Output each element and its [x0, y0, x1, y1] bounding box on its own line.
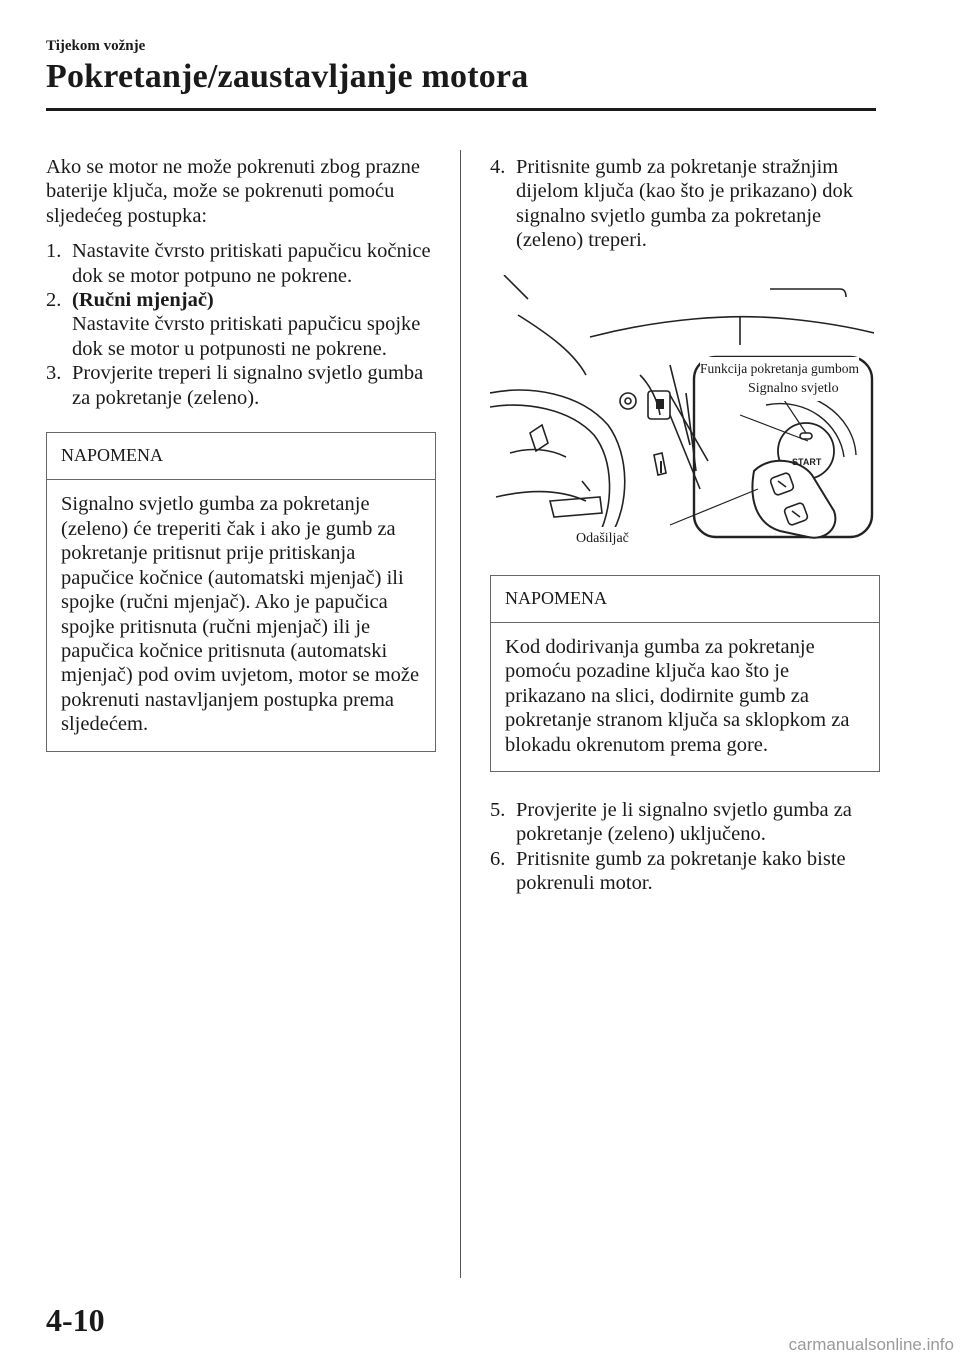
- intro-paragraph: Ako se motor ne može pokrenuti zbog prazne baterije ključa, može se pokrenuti pomoću sljedećeg postupka:: [46, 156, 421, 227]
- step-number: 1.: [46, 240, 62, 263]
- note-heading: NAPOMENA: [47, 433, 435, 480]
- note-box: [46, 432, 436, 751]
- step-text: Pritisnite gumb za pokretanje stražnjim dijelom ključa (kao što je prikazano) dok signalno svjetlo gumba za pokretanje (zeleno) treperi.: [516, 156, 854, 252]
- figure-label-function: Funkcija pokretanja gumbom: [700, 357, 859, 381]
- note-text: Kod dodirivanja gumba za pokretanje pomoću pozadine ključa kao što je prikazano na slici, dodirnite gumb za pokretanje stranom ključa sa sklopkom za blokadu okrenutom prema gore.: [505, 636, 850, 756]
- page-title: Pokretanje/zaustavljanje motora: [46, 58, 529, 95]
- step-number: 2.: [46, 289, 62, 312]
- note-heading: NAPOMENA: [491, 576, 879, 623]
- step-text: Nastavite čvrsto pritiskati papučicu kočnice dok se motor potpuno ne pokrene.: [72, 240, 431, 287]
- step-5: [490, 798, 880, 847]
- step-3: [46, 361, 436, 410]
- step-1: [46, 239, 436, 288]
- step-text: Provjerite treperi li signalno svjetlo gumba za pokretanje (zeleno).: [72, 362, 424, 409]
- left-column: [46, 155, 436, 752]
- step-text: Pritisnite gumb za pokretanje kako biste pokrenuli motor.: [516, 847, 846, 895]
- note-text: Signalno svjetlo gumba za pokretanje (zeleno) će treperiti čak i ako je gumb za pokretanje pritisnut prije pritiskanja papučice kočnice (automatski mjenjač) ili spojke (ručni mjenjač). Ako je papučica spojke pritisnuta (ručni mjenjač) ili je papučica kočnice pritisnuta (automatski mjenjač) pod ovim uvjetom, motor se može pokrenuti nastavljanjem postupka prema sljedećem.: [61, 493, 420, 736]
- note-box: [490, 575, 880, 772]
- step-text: Nastavite čvrsto pritiskati papučicu spojke dok se motor u potpunosti ne pokrene.: [72, 313, 421, 360]
- watermark: carmanualsonline.info: [788, 1335, 954, 1354]
- column-divider: [460, 150, 461, 1278]
- dashboard-drawing: [490, 275, 874, 555]
- step-number: 3.: [46, 362, 62, 385]
- step-number: 5.: [490, 799, 506, 822]
- step-number: 6.: [490, 847, 506, 870]
- start-button-text: START: [792, 456, 822, 467]
- step-text: Provjerite je li signalno svjetlo gumba za pokretanje (zeleno) uključeno.: [516, 799, 852, 846]
- step-6: [490, 847, 880, 896]
- figure-label-transmitter: Odašiljač: [576, 527, 629, 551]
- title-rule: [46, 108, 876, 111]
- dashboard-illustration: [490, 275, 874, 555]
- step-4: [490, 155, 880, 253]
- right-column: [490, 155, 880, 896]
- step-number: 4.: [490, 156, 506, 178]
- page-number: 4-10: [46, 1302, 105, 1338]
- step-heading: (Ručni mjenjač): [72, 289, 214, 312]
- section-label: Tijekom vožnje: [46, 38, 146, 54]
- step-2: [46, 288, 436, 361]
- figure-label-signal: Signalno svjetlo: [748, 377, 839, 401]
